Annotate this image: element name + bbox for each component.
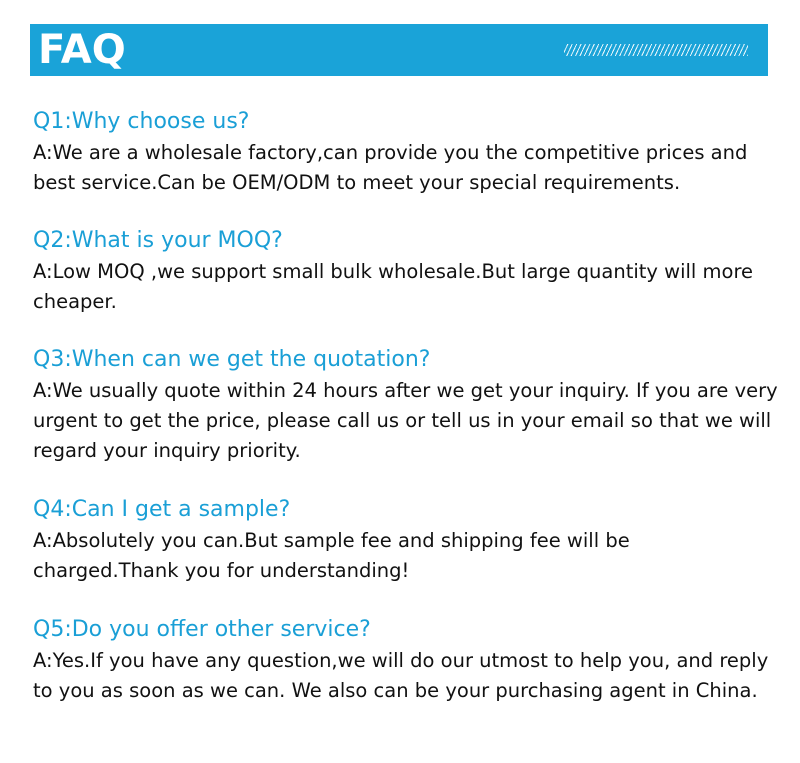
faq-item-1 — [33, 108, 778, 198]
faq-answer: A:Low MOQ ,we support small bulk wholesale.But large quantity will more cheaper. — [33, 260, 754, 313]
faq-question: Q1:Why choose us? — [33, 109, 250, 134]
faq-header-banner — [30, 24, 768, 76]
faq-question: Q5:Do you offer other service? — [33, 617, 371, 642]
faq-answer: A:Yes.If you have any question,we will do our utmost to help you, and reply to you as soon as we can. We also can be your purchasing agent in China. — [33, 649, 769, 702]
faq-item-4 — [33, 496, 778, 586]
faq-question: Q3:When can we get the quotation? — [33, 347, 431, 372]
faq-answer: A:We are a wholesale factory,can provide you the competitive prices and best service.Can be OEM/ODM to meet your special requirements. — [33, 141, 748, 194]
decorative-hatch-stripes — [564, 44, 748, 56]
faq-item-2 — [33, 227, 778, 317]
faq-question: Q2:What is your MOQ? — [33, 228, 283, 253]
faq-question: Q4:Can I get a sample? — [33, 497, 291, 522]
page-title: FAQ — [38, 27, 126, 73]
faq-item-3 — [33, 346, 778, 466]
faq-answer: A:We usually quote within 24 hours after we get your inquiry. If you are very urgent to get the price, please call us or tell us in your email so that we will regard your inquiry priority. — [33, 379, 778, 462]
faq-answer: A:Absolutely you can.But sample fee and shipping fee will be charged.Thank you for understanding! — [33, 529, 630, 582]
faq-item-5 — [33, 616, 778, 706]
